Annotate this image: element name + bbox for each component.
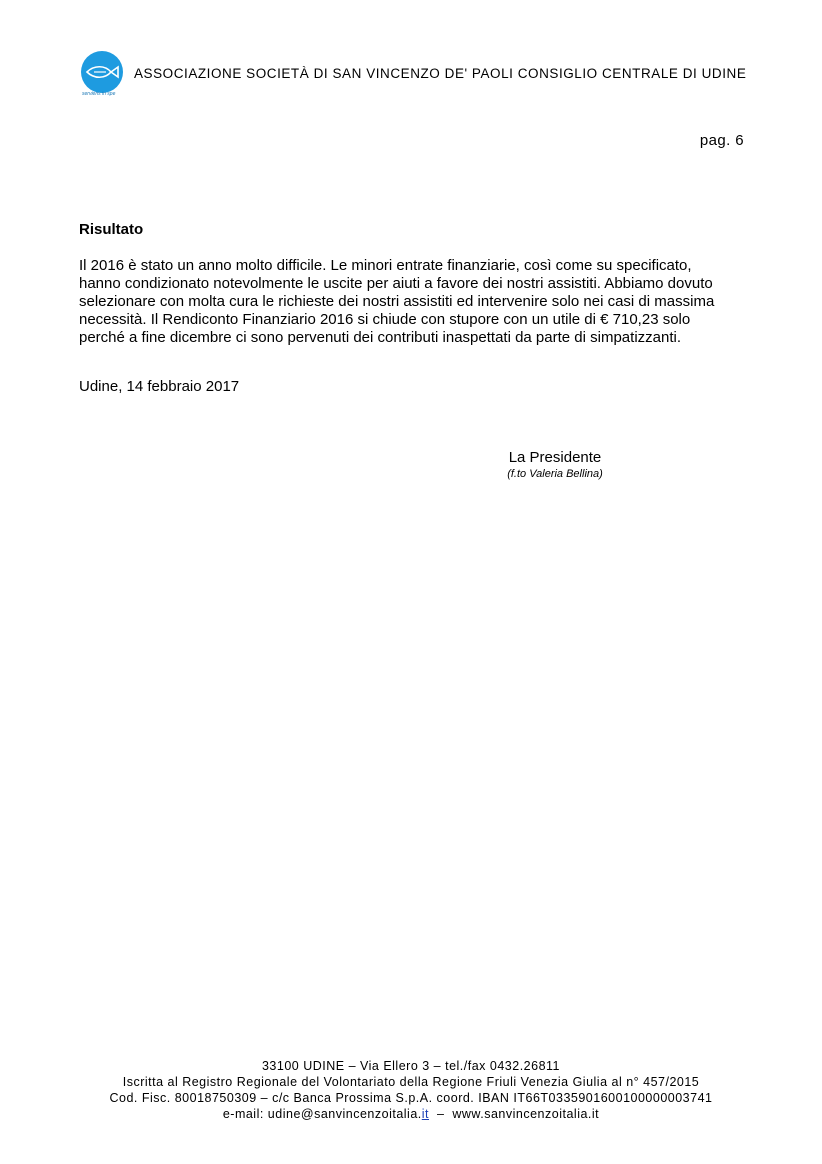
signature-name: (f.to Valeria Bellina): [507, 468, 603, 480]
footer-separator: –: [429, 1107, 453, 1121]
paragraph-line: perché a fine dicembre ci sono pervenuti dei contributi inaspettati da parte di simpatizzanti.: [79, 329, 681, 346]
footer-email[interactable]: e-mail: udine@sanvincenzoitalia.: [222, 1107, 422, 1121]
section-heading: Risultato: [79, 221, 144, 238]
footer: [0, 1058, 822, 1122]
page-number: pag. 6: [699, 132, 744, 149]
paragraph-line: necessità. Il Rendiconto Finanziario 2016 si chiude con stupore con un utile di € 710,23 solo: [79, 311, 691, 328]
logo-motto: serviens in spe: [82, 91, 116, 97]
organization-title: ASSOCIAZIONE SOCIETÀ DI SAN VINCENZO DE' PAOLI CONSIGLIO CENTRALE DI UDINE: [134, 66, 747, 81]
date-line: Udine, 14 febbraio 2017: [79, 378, 240, 395]
footer-fiscal: Cod. Fisc. 80018750309 – c/c Banca Prossima S.p.A. coord. IBAN IT66T0335901600100000003741: [109, 1091, 713, 1105]
body-paragraph: [79, 257, 749, 347]
footer-website[interactable]: www.sanvincenzoitalia.it: [452, 1107, 600, 1121]
fish-logo-icon: [80, 50, 124, 94]
paragraph-line: selezionare con molta cura le richieste dei nostri assistiti ed intervenire solo nei casi di massima: [79, 293, 715, 310]
signature-block: [490, 449, 620, 481]
paragraph-line: Il 2016 è stato un anno molto difficile. Le minori entrate finanziarie, così come su specificato,: [79, 257, 692, 274]
footer-address: 33100 UDINE – Via Ellero 3 – tel./fax 0432.26811: [261, 1059, 561, 1073]
signature-role: La Presidente: [508, 449, 602, 466]
footer-email-tld[interactable]: it: [421, 1107, 430, 1121]
footer-contacts: [0, 1106, 822, 1122]
paragraph-line: hanno condizionato notevolmente le uscite per aiuti a favore dei nostri assistiti. Abbiamo dovuto: [79, 275, 713, 292]
footer-registry: Iscritta al Registro Regionale del Volontariato della Regione Friuli Venezia Giulia al n° 457/2015: [122, 1075, 700, 1089]
